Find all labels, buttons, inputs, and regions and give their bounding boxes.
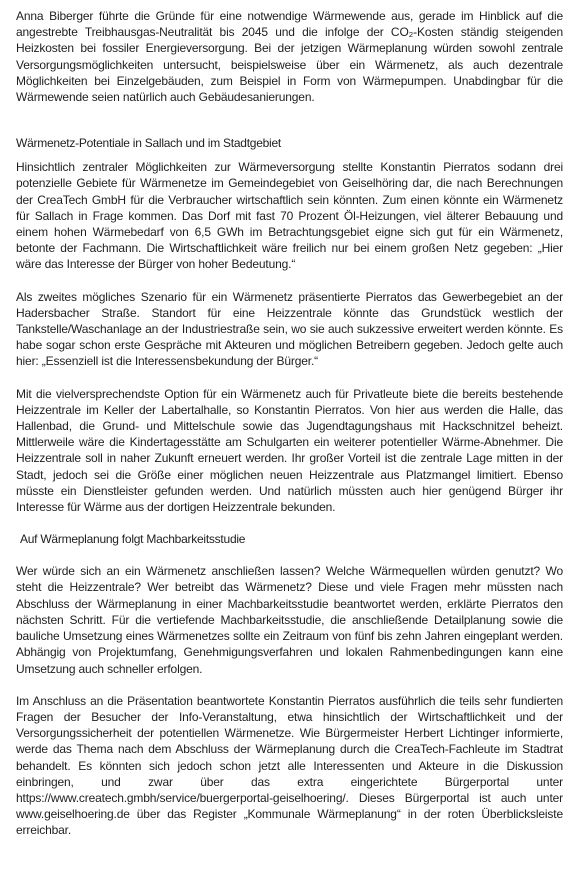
paragraph-sallach: Hinsichtlich zentraler Möglichkeiten zur Wärmeversorgung stellte Konstantin Pierratos sodann drei potenzielle Gebiete für Wärmenetze im Gemeindegebiet von Geiselhöring dar, die nach Berechnungen der CreaTech GmbH für die Verbraucher wirtschaftlich sein könnten. Zum einen könnte ein Wärmenetz für Sallach in Frage kommen. Das Dorf mit fast 70 Prozent Öl-Heizungen, viel älterer Bebauung und einem hohen Wärmebedarf von 6,5 GWh im Betrachtungsgebiet eigne sich gut für ein Wärmenetz, betonte der Fachmann. Die Wirtschaftlichkeit wäre freilich nur bei einem großen Netz gegeben: „Hier wäre das Interesse der Bürger von hoher Bedeutung.“ (16, 160, 563, 272)
paragraph-fragen: Wer würde sich an ein Wärmenetz anschließen lassen? Welche Wärmequellen würden genutzt? Wo steht die Heizzentrale? Wer betreibt das Wärmenetz? Diese und viele Fragen mehr müssten nach Abschluss der Wärmeplanung in einer Machbarkeitsstudie beantwortet werden, erklärte Pierratos den nächsten Schritt. Für die vertiefende Machbarkeitsstudie, die anschließende Detailplanung sowie die bauliche Umsetzung eines Wärmenetzes sollte ein Zeitraum von fünf bis zehn Jahren eingeplant werden. Abhängig von Projektumfang, Genehmigungsverfahren und lokalen Rahmenbedingungen kann eine Umsetzung auch schneller erfolgen. (16, 564, 563, 676)
intro-paragraph: Anna Biberger führte die Gründe für eine notwendige Wärmewende aus, gerade im Hinblick auf die angestrebte Treibhausgas-Neutralität bis 2045 und die infolge der CO₂-Kosten ständig steigenden Heizkosten bei fossiler Energieversorgung. Bei der jetzigen Wärmeplanung würden sowohl zentrale Versorgungsmöglichkeiten untersucht, beispielsweise über ein Wärmenetz, als auch dezentrale Möglichkeiten bei Einzelgebäuden, zum Beispiel in Form von Wärmepumpen. Unabdingbar für die Wärmewende seien natürlich auch Gebäudesanierungen. (16, 9, 563, 105)
paragraph-buergerportal: Im Anschluss an die Präsentation beantwortete Konstantin Pierratos ausführlich die teils sehr fundierten Fragen der Besucher der Info-Veranstaltung, etwa hinsichtlich der Wirtschaftlichkeit und der Versorgungssicherheit der potentiellen Wärmenetze. Wie Bürgermeister Herbert Lichtinger informierte, werde das Thema nach dem Abschluss der Wärmeplanung durch die CreaTech-Fachleute im Stadtrat behandelt. Es könnten sich jedoch schon jetzt alle Interessenten und Akteure in die Diskussion einbringen, und zwar über das extra eingerichtete Bürgerportal unter https://www.createch.gmbh/service/buergerportal-geiselhoering/. Dieses Bürgerportal ist auch unter www.geiselhoering.de über das Register „Kommunale Wärmeplanung“ in der roten Überblicksleiste erreichbar. (16, 693, 563, 838)
paragraph-labertalhalle: Mit die vielversprechendste Option für ein Wärmenetz auch für Privatleute biete die bereits bestehende Heizzentrale im Keller der Labertalhalle, so Konstantin Pierratos. Von hier aus werden die Halle, das Hallenbad, die Grund- und Mittelschule sowie das Jugendtagungshaus mit Hackschnitzel beheizt. Mittlerweile wäre die Kindertagesstätte am Schulgarten ein weiterer potentieller Wärme-Abnehmer. Die Heizzentrale soll in naher Zukunft erneuert werden. Ihr großer Vorteil ist die zentrale Lage mitten in der Stadt, jedoch sei die Größe einer möglichen neuen Heizzentrale aus Platzmangel limitiert. Ebenso müsste ein Dienstleister gefunden werden. Und natürlich müssten auch hier genügend Bürger ihr Interesse für Wärme aus der dortigen Heizzentrale bekunden. (16, 386, 563, 515)
section-heading-machbarkeitsstudie: Auf Wärmeplanung folgt Machbarkeitsstudie (20, 532, 246, 547)
paragraph-gewerbegebiet: Als zweites mögliches Szenario für ein Wärmenetz präsentierte Pierratos das Gewerbegebiet an der Hadersbacher Straße. Standort für eine Heizzentrale könnte das Grundstück westlich der Tankstelle/Waschanlage an der Industriestraße sein, wo sie auch sukzessive erweitert werden könnte. Es habe sogar schon erste Gespräche mit Akteuren und möglichen Betreibern gegeben. Jedoch gelte auch hier: „Essenziell ist die Interessensbekundung der Bürger.“ (16, 289, 563, 369)
section-heading-waermenetz-potentiale: Wärmenetz-Potentiale in Sallach und im Stadtgebiet (16, 136, 281, 151)
